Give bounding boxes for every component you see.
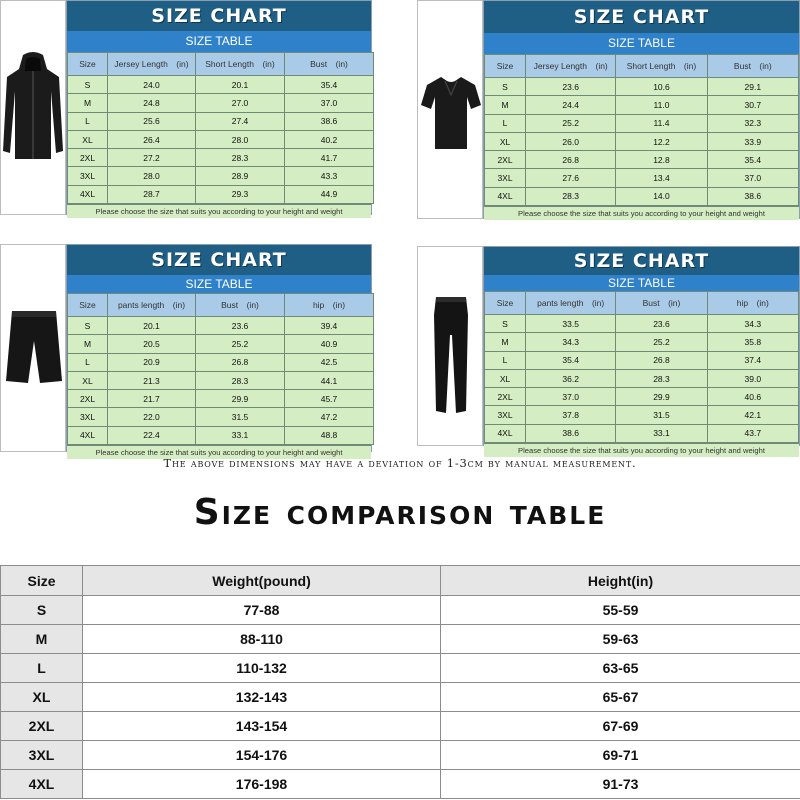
size-note: Please choose the size that suits you according to your height and weight — [67, 204, 371, 218]
table-row — [485, 315, 799, 333]
size-cell: 2XL — [1, 712, 83, 741]
measure-cell: 37.4 — [707, 351, 798, 369]
table-row — [485, 333, 799, 351]
table-row — [485, 369, 799, 387]
measure-cell: 26.8 — [196, 353, 285, 371]
comparison-column-header: Weight(pound) — [83, 566, 441, 596]
size-cell: S — [68, 76, 108, 94]
chart-subtitle: SIZE TABLE — [484, 275, 799, 291]
size-cell: 4XL — [68, 185, 108, 203]
table-row — [485, 406, 799, 424]
garment-photo-shorts — [0, 244, 66, 452]
size-table — [67, 52, 374, 204]
measure-cell: 28.3 — [196, 149, 285, 167]
comparison-row — [1, 683, 800, 712]
size-cell: 3XL — [1, 741, 83, 770]
measure-cell: 12.8 — [616, 151, 707, 169]
height-cell: 63-65 — [441, 654, 800, 683]
size-cell: 3XL — [485, 406, 526, 424]
comparison-row — [1, 625, 800, 654]
column-header: Jersey Length (in) — [108, 53, 196, 76]
size-table — [484, 54, 799, 206]
measure-cell: 39.4 — [285, 317, 374, 335]
garment-photo-jacket — [0, 0, 66, 215]
measure-cell: 27.2 — [108, 149, 196, 167]
measure-cell: 48.8 — [285, 426, 374, 444]
measure-cell: 44.1 — [285, 371, 374, 389]
measure-cell: 11.0 — [616, 96, 707, 114]
table-row — [68, 76, 374, 94]
measure-cell: 26.8 — [616, 351, 707, 369]
size-cell: XL — [68, 371, 108, 389]
height-cell: 59-63 — [441, 625, 800, 654]
measure-cell: 28.0 — [108, 167, 196, 185]
table-row — [485, 132, 799, 150]
table-row — [485, 78, 799, 96]
table-row — [68, 371, 374, 389]
size-cell: L — [485, 114, 526, 132]
size-cell: M — [485, 333, 526, 351]
table-row — [485, 114, 799, 132]
measure-cell: 33.5 — [526, 315, 616, 333]
measure-cell: 41.7 — [285, 149, 374, 167]
measure-cell: 35.8 — [707, 333, 798, 351]
size-note: Please choose the size that suits you according to your height and weight — [484, 443, 799, 457]
measure-cell: 37.8 — [526, 406, 616, 424]
table-row — [485, 151, 799, 169]
size-cell: L — [485, 351, 526, 369]
measure-cell: 34.3 — [707, 315, 798, 333]
measure-cell: 33.9 — [707, 132, 798, 150]
size-cell: S — [1, 596, 83, 625]
size-cell: 2XL — [68, 149, 108, 167]
height-cell: 67-69 — [441, 712, 800, 741]
size-table — [67, 293, 374, 445]
measure-cell: 20.1 — [196, 76, 285, 94]
column-header: pants length (in) — [526, 292, 616, 315]
measure-cell: 42.1 — [707, 406, 798, 424]
table-row — [485, 187, 799, 205]
column-header: Bust (in) — [616, 292, 707, 315]
measure-cell: 21.7 — [108, 390, 196, 408]
size-note: Please choose the size that suits you according to your height and weight — [67, 445, 371, 459]
hooded-jacket-icon — [1, 51, 65, 171]
size-note: Please choose the size that suits you according to your height and weight — [484, 206, 799, 220]
size-cell: XL — [1, 683, 83, 712]
weight-cell: 176-198 — [83, 770, 441, 799]
comparison-header-row — [1, 566, 800, 596]
measure-cell: 40.6 — [707, 388, 798, 406]
measure-cell: 27.6 — [526, 169, 616, 187]
measure-cell: 32.3 — [707, 114, 798, 132]
column-header: Short Length (in) — [196, 53, 285, 76]
height-cell: 55-59 — [441, 596, 800, 625]
measure-cell: 28.9 — [196, 167, 285, 185]
measure-cell: 28.3 — [196, 371, 285, 389]
size-cell: XL — [68, 130, 108, 148]
table-row — [485, 388, 799, 406]
measure-cell: 13.4 — [616, 169, 707, 187]
measure-cell: 36.2 — [526, 369, 616, 387]
column-header: Bust (in) — [196, 294, 285, 317]
chart-title: SIZE CHART — [484, 247, 799, 275]
measure-cell: 38.6 — [707, 187, 798, 205]
measure-cell: 38.6 — [526, 424, 616, 442]
measure-cell: 20.5 — [108, 335, 196, 353]
size-chart-leggings — [483, 246, 800, 456]
size-cell: M — [68, 94, 108, 112]
size-cell: 2XL — [68, 390, 108, 408]
weight-cell: 154-176 — [83, 741, 441, 770]
measure-cell: 35.4 — [285, 76, 374, 94]
size-table-header-row — [68, 53, 374, 76]
short-sleeve-shirt-icon — [419, 71, 483, 151]
measure-cell: 44.9 — [285, 185, 374, 203]
size-chart-shorts — [66, 244, 372, 458]
measure-cell: 28.0 — [196, 130, 285, 148]
size-cell: L — [1, 654, 83, 683]
size-cell: 4XL — [1, 770, 83, 799]
measure-cell: 28.3 — [616, 369, 707, 387]
chart-title: SIZE CHART — [484, 1, 799, 33]
measure-cell: 14.0 — [616, 187, 707, 205]
comparison-row — [1, 654, 800, 683]
size-cell: S — [485, 315, 526, 333]
comparison-row — [1, 596, 800, 625]
comparison-column-header: Height(in) — [441, 566, 800, 596]
height-cell: 91-73 — [441, 770, 800, 799]
column-header: Jersey Length (in) — [526, 55, 616, 78]
table-row — [68, 130, 374, 148]
measure-cell: 43.7 — [707, 424, 798, 442]
measure-cell: 23.6 — [526, 78, 616, 96]
garment-photo-tshirt — [417, 0, 483, 219]
measure-cell: 37.0 — [285, 94, 374, 112]
measure-cell: 40.2 — [285, 130, 374, 148]
measure-cell: 12.2 — [616, 132, 707, 150]
deviation-note: The above dimensions may have a deviation of 1-3cm by manual measurement. — [163, 456, 637, 470]
size-chart-tshirt — [483, 0, 800, 219]
measure-cell: 24.0 — [108, 76, 196, 94]
measure-cell: 10.6 — [616, 78, 707, 96]
comparison-row — [1, 712, 800, 741]
column-header: Bust (in) — [707, 55, 798, 78]
measure-cell: 35.4 — [707, 151, 798, 169]
size-cell: 4XL — [485, 424, 526, 442]
column-header: Size — [485, 55, 526, 78]
chart-subtitle: SIZE TABLE — [67, 275, 371, 293]
measure-cell: 20.9 — [108, 353, 196, 371]
measure-cell: 31.5 — [616, 406, 707, 424]
size-cell: M — [485, 96, 526, 114]
height-cell: 65-67 — [441, 683, 800, 712]
table-row — [68, 335, 374, 353]
garment-photo-leggings — [417, 246, 483, 446]
chart-subtitle: SIZE TABLE — [484, 33, 799, 54]
measure-cell: 45.7 — [285, 390, 374, 408]
chart-title: SIZE CHART — [67, 1, 371, 31]
weight-cell: 88-110 — [83, 625, 441, 654]
measure-cell: 27.0 — [196, 94, 285, 112]
size-table-header-row — [485, 55, 799, 78]
size-cell: 3XL — [485, 169, 526, 187]
measure-cell: 26.8 — [526, 151, 616, 169]
chart-title: SIZE CHART — [67, 245, 371, 275]
measure-cell: 29.9 — [616, 388, 707, 406]
comparison-row — [1, 770, 800, 799]
weight-cell: 110-132 — [83, 654, 441, 683]
size-cell: 2XL — [485, 151, 526, 169]
measure-cell: 30.7 — [707, 96, 798, 114]
column-header: Short Length (in) — [616, 55, 707, 78]
column-header: hip (in) — [285, 294, 374, 317]
chart-subtitle: SIZE TABLE — [67, 31, 371, 52]
leggings-icon — [426, 295, 476, 415]
size-cell: XL — [485, 369, 526, 387]
measure-cell: 11.4 — [616, 114, 707, 132]
table-row — [485, 96, 799, 114]
size-cell: 3XL — [68, 167, 108, 185]
measure-cell: 26.4 — [108, 130, 196, 148]
measure-cell: 25.6 — [108, 112, 196, 130]
column-header: Size — [68, 294, 108, 317]
measure-cell: 25.2 — [526, 114, 616, 132]
measure-cell: 24.8 — [108, 94, 196, 112]
measure-cell: 25.2 — [196, 335, 285, 353]
size-cell: L — [68, 353, 108, 371]
measure-cell: 20.1 — [108, 317, 196, 335]
size-table-header-row — [68, 294, 374, 317]
measure-cell: 40.9 — [285, 335, 374, 353]
table-row — [68, 149, 374, 167]
measure-cell: 28.3 — [526, 187, 616, 205]
measure-cell: 43.3 — [285, 167, 374, 185]
size-table-header-row — [485, 292, 799, 315]
measure-cell: 33.1 — [196, 426, 285, 444]
column-header: Bust (in) — [285, 53, 374, 76]
table-row — [68, 94, 374, 112]
size-cell: L — [68, 112, 108, 130]
measure-cell: 47.2 — [285, 408, 374, 426]
measure-cell: 33.1 — [616, 424, 707, 442]
column-header: Size — [68, 53, 108, 76]
size-cell: S — [68, 317, 108, 335]
measure-cell: 34.3 — [526, 333, 616, 351]
size-cell: 3XL — [68, 408, 108, 426]
size-cell: M — [68, 335, 108, 353]
table-row — [485, 424, 799, 442]
measure-cell: 31.5 — [196, 408, 285, 426]
size-cell: S — [485, 78, 526, 96]
height-cell: 69-71 — [441, 741, 800, 770]
measure-cell: 29.9 — [196, 390, 285, 408]
size-cell: 2XL — [485, 388, 526, 406]
measure-cell: 28.7 — [108, 185, 196, 203]
measure-cell: 22.4 — [108, 426, 196, 444]
size-cell: XL — [485, 132, 526, 150]
table-row — [68, 353, 374, 371]
measure-cell: 29.3 — [196, 185, 285, 203]
table-row — [68, 112, 374, 130]
table-row — [68, 185, 374, 203]
size-chart-jacket — [66, 0, 372, 215]
measure-cell: 37.0 — [707, 169, 798, 187]
size-cell: 4XL — [485, 187, 526, 205]
weight-cell: 132-143 — [83, 683, 441, 712]
table-row — [485, 169, 799, 187]
shorts-icon — [2, 307, 66, 387]
comparison-column-header: Size — [1, 566, 83, 596]
size-table — [484, 291, 799, 443]
measure-cell: 38.6 — [285, 112, 374, 130]
comparison-title: Size comparison table — [193, 492, 607, 533]
measure-cell: 22.0 — [108, 408, 196, 426]
table-row — [485, 351, 799, 369]
measure-cell: 42.5 — [285, 353, 374, 371]
table-row — [68, 167, 374, 185]
table-row — [68, 426, 374, 444]
measure-cell: 25.2 — [616, 333, 707, 351]
measure-cell: 24.4 — [526, 96, 616, 114]
measure-cell: 35.4 — [526, 351, 616, 369]
measure-cell: 27.4 — [196, 112, 285, 130]
measure-cell: 39.0 — [707, 369, 798, 387]
measure-cell: 26.0 — [526, 132, 616, 150]
size-cell: M — [1, 625, 83, 654]
column-header: hip (in) — [707, 292, 798, 315]
comparison-row — [1, 741, 800, 770]
measure-cell: 23.6 — [616, 315, 707, 333]
column-header: Size — [485, 292, 526, 315]
table-row — [68, 317, 374, 335]
size-cell: 4XL — [68, 426, 108, 444]
table-row — [68, 390, 374, 408]
measure-cell: 37.0 — [526, 388, 616, 406]
table-row — [68, 408, 374, 426]
size-comparison-table — [0, 565, 800, 799]
measure-cell: 29.1 — [707, 78, 798, 96]
measure-cell: 23.6 — [196, 317, 285, 335]
weight-cell: 143-154 — [83, 712, 441, 741]
weight-cell: 77-88 — [83, 596, 441, 625]
measure-cell: 21.3 — [108, 371, 196, 389]
column-header: pants length (in) — [108, 294, 196, 317]
